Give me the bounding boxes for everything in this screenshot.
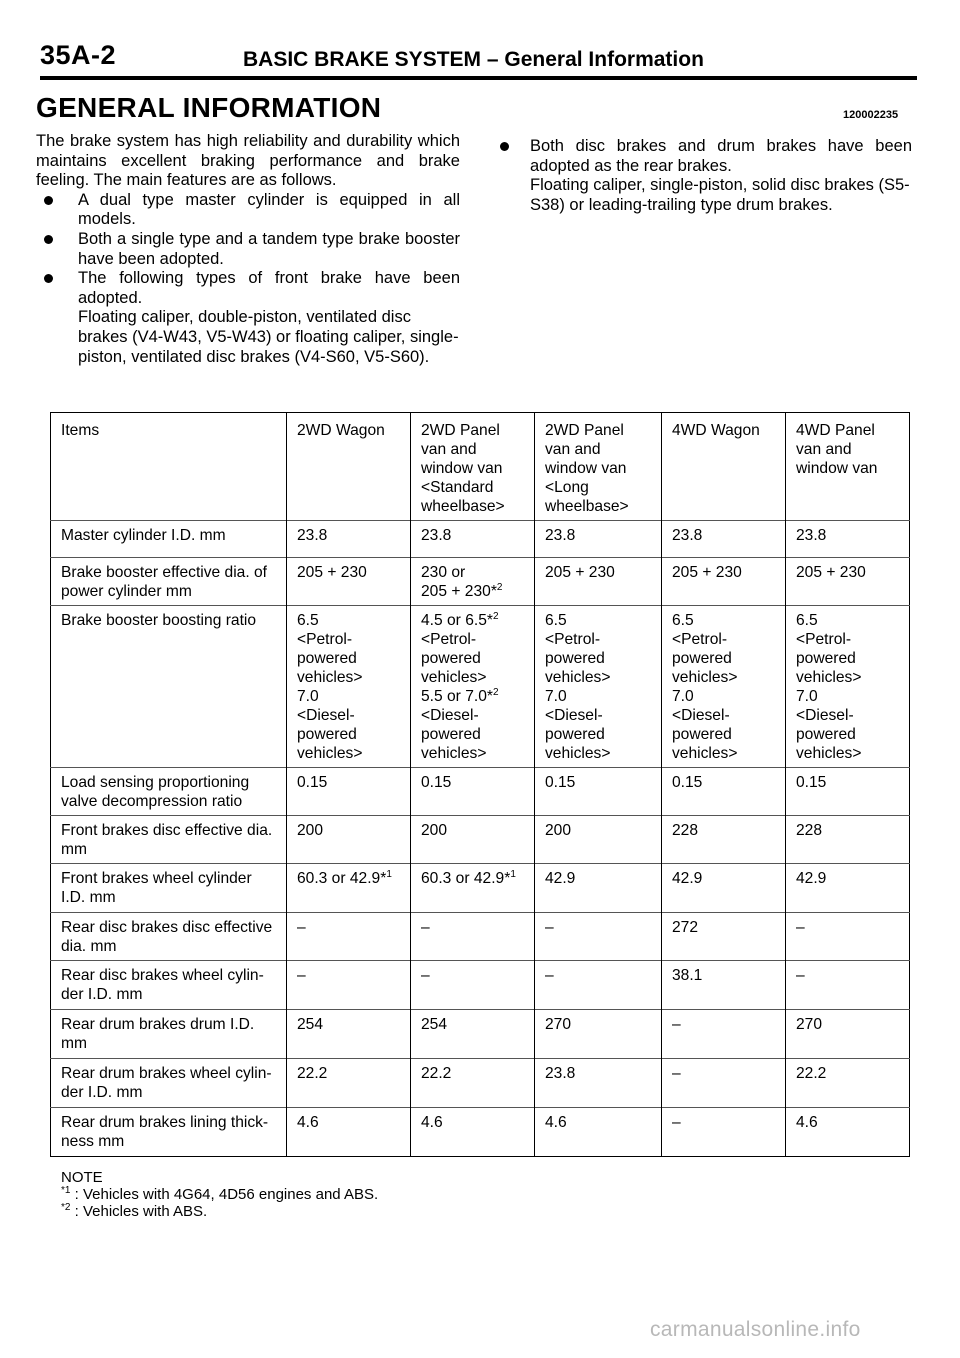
bullet-dot-icon — [500, 142, 509, 151]
table-cell: – — [662, 1059, 786, 1108]
row-label-cell: Rear drum brakes wheel cylin- der I.D. mm — [51, 1059, 287, 1108]
table-header-row — [51, 413, 910, 521]
table-cell: 205 + 230 — [535, 558, 662, 606]
row-label-cell: Master cylinder I.D. mm — [51, 521, 287, 558]
table-cell: 23.8 — [662, 521, 786, 558]
table-row — [51, 1108, 910, 1157]
table-cell: 23.8 — [535, 521, 662, 558]
table-cell: – — [411, 961, 535, 1010]
bullet-item — [36, 269, 460, 308]
note-block — [61, 1169, 378, 1220]
table-row — [51, 1010, 910, 1059]
bullet-item — [492, 137, 912, 176]
table-cell: 6.5 <Petrol- powered vehicles> 7.0 <Diesel- powered vehicles> — [535, 606, 662, 768]
row-label-cell: Front brakes disc effective dia. mm — [51, 816, 287, 864]
table-cell: 4.5 or 6.5*$^2$ <Petrol- powered vehicles> 5.5 or 7.0*$^2$ <Diesel- powered vehicles> — [411, 606, 535, 768]
table-cell: 0.15 — [662, 768, 786, 816]
row-label-cell: Brake booster boosting ratio — [51, 606, 287, 768]
table-cell: – — [786, 913, 910, 961]
table-cell: 6.5 <Petrol- powered vehicles> 7.0 <Diesel- powered vehicles> — [287, 606, 411, 768]
table-cell: 4.6 — [287, 1108, 411, 1157]
table-cell: 0.15 — [287, 768, 411, 816]
footnote-mark: 2 — [496, 581, 503, 593]
table-cell: 6.5 <Petrol- powered vehicles> 7.0 <Diesel- powered vehicles> — [662, 606, 786, 768]
table-cell: 38.1 — [662, 961, 786, 1010]
table-cell: – — [535, 913, 662, 961]
table-cell: 23.8 — [411, 521, 535, 558]
note-mark: *1 — [61, 1185, 71, 1196]
row-label-cell: Brake booster effective dia. of power cylinder mm — [51, 558, 287, 606]
table-cell: – — [786, 961, 910, 1010]
table-row — [51, 913, 910, 961]
table-cell: – — [287, 913, 411, 961]
table-cell: 270 — [786, 1010, 910, 1059]
row-label-cell: Rear disc brakes wheel cylin- der I.D. mm — [51, 961, 287, 1010]
table-cell: 228 — [662, 816, 786, 864]
table-cell: – — [411, 913, 535, 961]
footnote-mark: 1 — [510, 868, 516, 880]
table-cell: 42.9 — [786, 864, 910, 913]
row-label-cell: Rear drum brakes drum I.D. mm — [51, 1010, 287, 1059]
watermark: carmanualsonline.info — [650, 1318, 861, 1341]
bullet-dot-icon — [44, 196, 53, 205]
table-cell: – — [662, 1010, 786, 1059]
intro-right-column — [492, 137, 912, 215]
table-row — [51, 1059, 910, 1108]
table-cell: 23.8 — [287, 521, 411, 558]
specification-table — [50, 412, 910, 1157]
table-cell: 0.15 — [411, 768, 535, 816]
table-cell: 22.2 — [287, 1059, 411, 1108]
table-cell: 272 — [662, 913, 786, 961]
footnote-mark: 2 — [492, 686, 499, 698]
column-header: 2WD Wagon — [287, 413, 411, 521]
table-cell: 254 — [287, 1010, 411, 1059]
table-row — [51, 864, 910, 913]
bullet-text: Both a single type and a tandem type brake booster have been adopted. — [78, 229, 460, 268]
table-cell: 205 + 230 — [786, 558, 910, 606]
footnote-mark: 2 — [492, 610, 499, 622]
bullet-continuation: Floating caliper, single-piston, solid disc brakes (S5-S38) or leading-trailing type drum brakes. — [530, 176, 910, 214]
bullet-text: Both disc brakes and drum brakes have been adopted as the rear brakes. — [530, 137, 912, 175]
table-row — [51, 768, 910, 816]
table-row — [51, 606, 910, 768]
table-cell: 0.15 — [535, 768, 662, 816]
running-head: BASIC BRAKE SYSTEM – General Information — [243, 48, 704, 71]
column-header: 4WD Panel van and window van — [786, 413, 910, 521]
table-cell: 4.6 — [535, 1108, 662, 1157]
table-cell: 60.3 or 42.9*$^1$ — [287, 864, 411, 913]
bullet-dot-icon — [44, 235, 53, 244]
table-cell: 23.8 — [786, 521, 910, 558]
table-cell: 6.5 <Petrol- powered vehicles> 7.0 <Diesel- powered vehicles> — [786, 606, 910, 768]
note-mark: *2 — [61, 1202, 71, 1213]
table-cell: 23.8 — [535, 1059, 662, 1108]
column-header: Items — [61, 422, 100, 439]
table-cell: 4.6 — [411, 1108, 535, 1157]
table-cell: – — [535, 961, 662, 1010]
note-label: NOTE — [61, 1169, 103, 1186]
row-label-cell: Rear disc brakes disc effective dia. mm — [51, 913, 287, 961]
table-row — [51, 961, 910, 1010]
table-cell: 200 — [287, 816, 411, 864]
table-cell: 200 — [535, 816, 662, 864]
table-cell: 22.2 — [786, 1059, 910, 1108]
row-label-cell: Load sensing proportioning valve decompression ratio — [51, 768, 287, 816]
table-cell: 254 — [411, 1010, 535, 1059]
table-row — [51, 558, 910, 606]
table-cell: 42.9 — [535, 864, 662, 913]
table-cell: – — [287, 961, 411, 1010]
column-header: 4WD Wagon — [662, 413, 786, 521]
table-cell: 205 + 230 — [287, 558, 411, 606]
note-item — [61, 1186, 378, 1203]
table-cell: 270 — [535, 1010, 662, 1059]
table-cell: 60.3 or 42.9*$^1$ — [411, 864, 535, 913]
bullet-text: The following types of front brake have been adopted. — [78, 269, 460, 307]
table-cell: 22.2 — [411, 1059, 535, 1108]
bullet-item — [36, 230, 460, 269]
table-cell: – — [662, 1108, 786, 1157]
row-label-cell: Front brakes wheel cylinder I.D. mm — [51, 864, 287, 913]
table-cell: 230 or 205 + 230*$^2$ — [411, 558, 535, 606]
table-row — [51, 521, 910, 558]
table-cell: 200 — [411, 816, 535, 864]
bullet-continuation: Floating caliper, double-piston, ventilated disc brakes (V4-W43, V5-W43) or floating caliper, single-piston, ventilated disc brakes (V4-S60, V5-S60). — [78, 308, 459, 366]
footnote-mark: 1 — [386, 868, 392, 880]
row-label-cell: Rear drum brakes lining thick- ness mm — [51, 1108, 287, 1157]
intro-left-column — [36, 132, 460, 367]
note-text: : Vehicles with ABS. — [70, 1203, 208, 1220]
page-number: 35A-2 — [40, 40, 117, 70]
table-cell: 0.15 — [786, 768, 910, 816]
table-cell: 205 + 230 — [662, 558, 786, 606]
table-cell: 4.6 — [786, 1108, 910, 1157]
table-cell: 228 — [786, 816, 910, 864]
bullet-dot-icon — [44, 274, 53, 283]
note-text: : Vehicles with 4G64, 4D56 engines and ABS. — [70, 1186, 379, 1203]
section-title: GENERAL INFORMATION — [36, 92, 382, 123]
header-rule — [40, 76, 917, 80]
table-cell: 42.9 — [662, 864, 786, 913]
table-row — [51, 816, 910, 864]
column-header: 2WD Panel van and window van <Standard wheelbase> — [411, 413, 535, 521]
bullet-item — [36, 191, 460, 230]
intro-paragraph: The brake system has high reliability and durability which maintains excellent braking performance and brake feeling. The main features are as follows. — [36, 132, 460, 190]
bullet-text: A dual type master cylinder is equipped in all models. — [78, 190, 460, 229]
column-header: 2WD Panel van and window van <Long wheelbase> — [535, 413, 662, 521]
note-item — [61, 1203, 378, 1220]
document-code: 120002235 — [843, 109, 899, 121]
